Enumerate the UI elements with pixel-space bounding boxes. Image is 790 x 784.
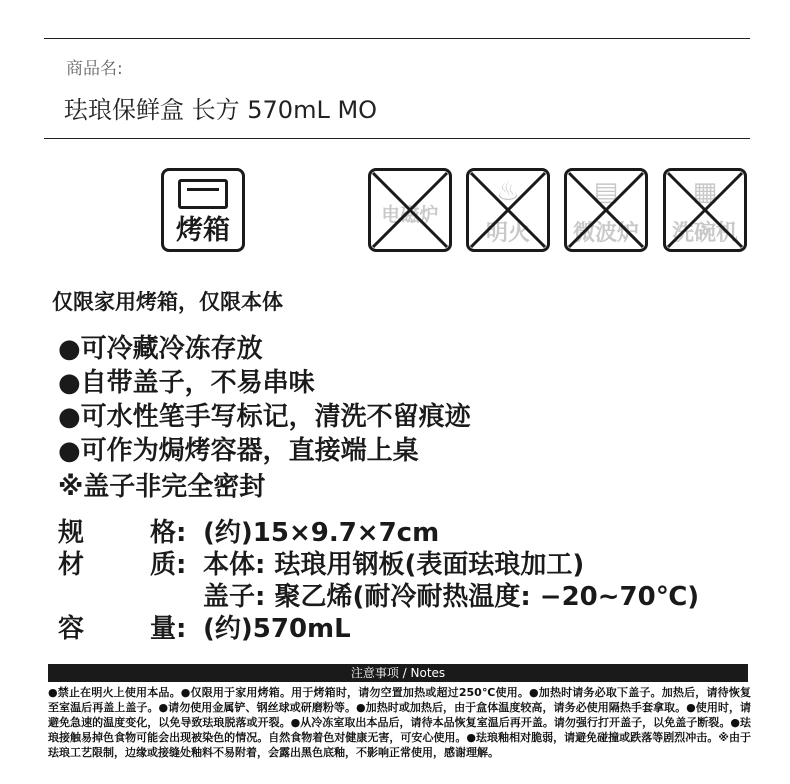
top-rule bbox=[44, 38, 750, 39]
feature-item: ●可水性笔手写标记，清洗不留痕迹 bbox=[58, 402, 471, 432]
notes-body: ●禁止在明火上使用本品。●仅限用于家用烤箱。用于烤箱时，请勿空置加热或超过250℃使用。●加热时请务必取下盖子。加热后，请待恢复至室温后再盖上盖子。●请勿使用金属铲、钢丝球或研磨粉等。●加热时或加热后，由于盒体温度较高，请务必使用隔热手套拿取。●使用时，请避免急速的温度变化，以免导致珐琅脱落或开裂。●从冷冻室取出本品后，请待本品恢复室温后再开盖。请勿强行打开盖子，以免盖子断裂。●珐琅接触易掉色食物可能会出现被染色的情况。自然食物着色对健康无害，可安心使用。●珐琅釉相对脆弱，请避免碰撞或跌落等剧烈冲击。※由于珐琅工艺限制，边缘或接缝处釉料不易附着，会露出黑色底釉，不影响正常使用，感谢理解。 bbox=[48, 686, 751, 759]
microwave-icon: ▤ bbox=[593, 177, 619, 207]
spec-capacity-key: 量: bbox=[150, 614, 187, 644]
feature-item: ●可作为焗烤容器，直接端上桌 bbox=[58, 436, 419, 466]
no-induction-cooker-icon bbox=[368, 168, 452, 252]
spec-size-key: 格: bbox=[150, 518, 187, 548]
spec-material-lid: 盖子: 聚乙烯(耐冷耐热温度: −20~70℃) bbox=[203, 582, 700, 612]
usage-limit-text: 仅限家用烤箱，仅限本体 bbox=[52, 290, 283, 314]
feature-item: ●自带盖子，不易串味 bbox=[58, 368, 315, 398]
dishwasher-label: 洗碗机 bbox=[671, 221, 738, 246]
prohibited-cross-icon bbox=[567, 171, 645, 249]
induction-cooker-label: 电磁炉 bbox=[381, 204, 439, 226]
header-divider bbox=[44, 138, 750, 139]
oven-allowed-icon bbox=[161, 168, 245, 252]
lid-notice: ※盖子非完全密封 bbox=[58, 472, 266, 502]
no-dishwasher-icon bbox=[663, 168, 747, 252]
notes-title: 注意事项 / Notes bbox=[48, 664, 748, 682]
oven-icon-label: 烤箱 bbox=[176, 215, 230, 246]
flame-icon: ♨ bbox=[496, 177, 520, 207]
microwave-label: 微波炉 bbox=[572, 221, 639, 246]
product-name-label: 商品名: bbox=[66, 59, 123, 79]
prohibited-cross-icon bbox=[469, 171, 547, 249]
oven-icon bbox=[178, 179, 228, 209]
spec-material-key: 质: bbox=[150, 550, 187, 580]
spec-size-value: (约)15×9.7×7cm bbox=[203, 518, 440, 548]
prohibited-cross-icon bbox=[371, 171, 449, 249]
prohibited-cross-icon bbox=[666, 171, 744, 249]
dishwasher-icon: ▦ bbox=[692, 177, 718, 207]
no-open-flame-icon bbox=[466, 168, 550, 252]
spec-capacity-value: (约)570mL bbox=[203, 614, 351, 644]
spec-material-key: 材 bbox=[58, 550, 85, 580]
product-name: 珐琅保鲜盒 长方 570mL MO bbox=[64, 96, 378, 124]
spec-capacity-key: 容 bbox=[58, 614, 85, 644]
spec-size-key: 规 bbox=[58, 518, 85, 548]
no-microwave-icon bbox=[564, 168, 648, 252]
open-flame-label: 明火 bbox=[485, 221, 530, 246]
feature-item: ●可冷藏冷冻存放 bbox=[58, 334, 263, 364]
spec-material-body: 本体: 珐琅用钢板(表面珐琅加工) bbox=[203, 550, 585, 580]
